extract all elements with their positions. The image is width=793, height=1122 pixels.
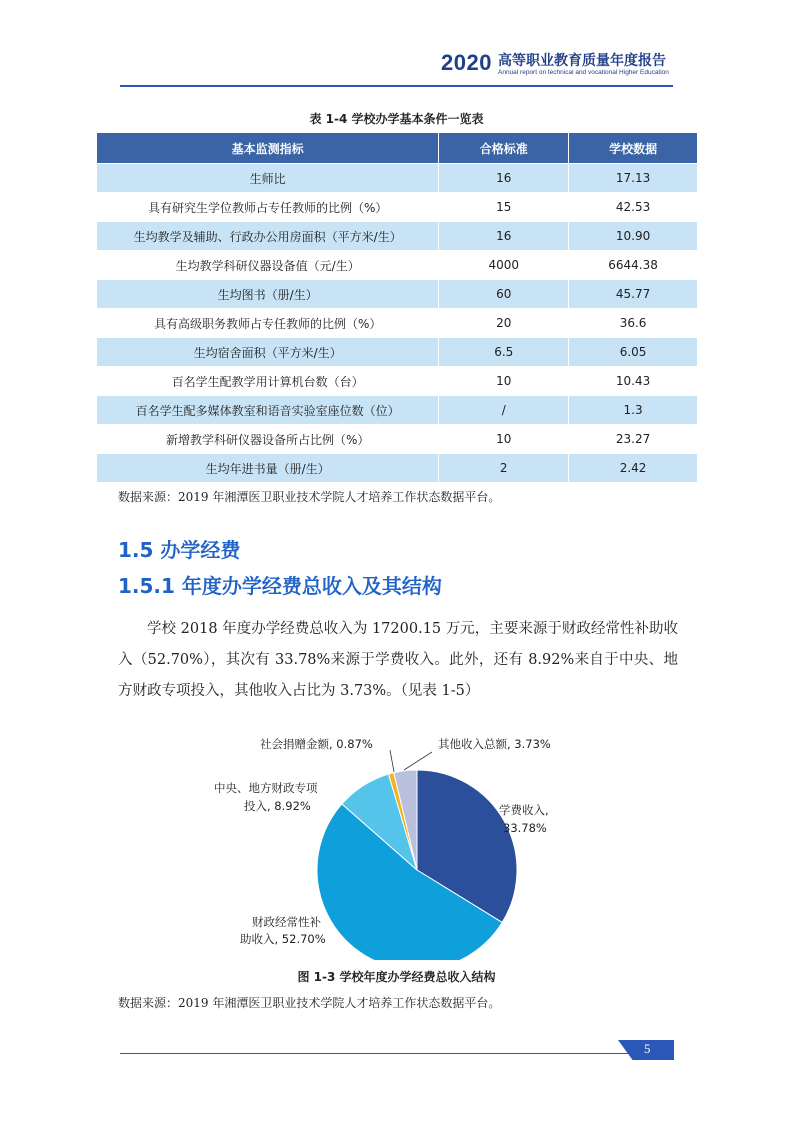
subsection-heading: 1.5.1 年度办学经费总收入及其结构	[118, 574, 442, 598]
standard-cell: 6.5	[439, 338, 569, 367]
column-header: 学校数据	[569, 133, 698, 164]
income-pie-chart	[200, 720, 600, 960]
standard-cell: 60	[439, 280, 569, 309]
standard-cell: 15	[439, 193, 569, 222]
indicator-cell: 新增教学科研仪器设备所占比例（%）	[97, 425, 439, 454]
indicator-cell: 百名学生配教学用计算机台数（台）	[97, 367, 439, 396]
figure-title: 图 1-3 学校年度办学经费总收入结构	[297, 970, 496, 984]
section-heading: 1.5 办学经费	[118, 538, 241, 562]
table-row	[97, 222, 698, 251]
label-tuition-line1: 学费收入,	[499, 803, 549, 817]
school-value-cell: 36.6	[569, 309, 698, 338]
table-row	[97, 454, 698, 483]
table-row	[97, 367, 698, 396]
table-row	[97, 193, 698, 222]
report-title: 高等职业教育质量年度报告	[498, 53, 666, 69]
indicator-cell: 生均教学科研仪器设备值（元/生）	[97, 251, 439, 280]
table-source-note: 数据来源：2019 年湘潭医卫职业技术学院人才培养工作状态数据平台。	[118, 490, 501, 504]
standard-cell: /	[439, 396, 569, 425]
standard-cell: 10	[439, 367, 569, 396]
table-row	[97, 280, 698, 309]
indicator-cell: 生均教学及辅助、行政办公用房面积（平方米/生）	[97, 222, 439, 251]
school-value-cell: 45.77	[569, 280, 698, 309]
table-header-row	[97, 133, 698, 164]
leader-donation	[390, 750, 394, 772]
school-value-cell: 2.42	[569, 454, 698, 483]
school-value-cell: 6644.38	[569, 251, 698, 280]
school-value-cell: 42.53	[569, 193, 698, 222]
column-header: 合格标准	[439, 133, 569, 164]
table-row	[97, 425, 698, 454]
table-row	[97, 338, 698, 367]
school-value-cell: 10.43	[569, 367, 698, 396]
standard-cell: 2	[439, 454, 569, 483]
indicator-cell: 生均年进书量（册/生）	[97, 454, 439, 483]
table-row	[97, 164, 698, 193]
table-row	[97, 251, 698, 280]
standard-cell: 16	[439, 222, 569, 251]
label-special-line2: 投入, 8.92%	[244, 799, 311, 813]
label-other: 其他收入总额, 3.73%	[438, 737, 551, 751]
school-value-cell: 17.13	[569, 164, 698, 193]
label-tuition-line2: 33.78%	[503, 821, 547, 835]
standard-cell: 20	[439, 309, 569, 338]
label-fiscal-line1: 财政经常性补	[252, 915, 321, 929]
standard-cell: 16	[439, 164, 569, 193]
school-value-cell: 23.27	[569, 425, 698, 454]
label-fiscal-line2: 助收入, 52.70%	[240, 932, 326, 946]
indicator-cell: 生师比	[97, 164, 439, 193]
conditions-table	[96, 132, 698, 483]
column-header: 基本监测指标	[97, 133, 439, 164]
header-divider	[120, 85, 673, 87]
report-year: 2020	[441, 50, 492, 75]
indicator-cell: 生均宿舍面积（平方米/生）	[97, 338, 439, 367]
school-value-cell: 6.05	[569, 338, 698, 367]
table-row	[97, 396, 698, 425]
school-value-cell: 10.90	[569, 222, 698, 251]
figure-source-note: 数据来源：2019 年湘潭医卫职业技术学院人才培养工作状态数据平台。	[118, 996, 501, 1010]
indicator-cell: 百名学生配多媒体教室和语音实验室座位数（位）	[97, 396, 439, 425]
footer-divider	[120, 1053, 640, 1054]
body-paragraph: 学校 2018 年度办学经费总收入为 17200.15 万元，主要来源于财政经常性补助收入（52.70%），其次有 33.78%来源于学费收入。此外，还有 8.92%来自于中央、地方财政专项投入，其他收入占比为 3.73%。（见表 1-5）	[118, 621, 678, 699]
label-special-line1: 中央、地方财政专项	[214, 781, 318, 795]
indicator-cell: 生均图书（册/生）	[97, 280, 439, 309]
page-number: 5	[644, 1041, 651, 1056]
indicator-cell: 具有高级职务教师占专任教师的比例（%）	[97, 309, 439, 338]
leader-other	[404, 752, 432, 770]
report-subtitle: Annual report on technical and vocational Higher Education	[498, 69, 669, 76]
label-donation: 社会捐赠金额, 0.87%	[260, 737, 373, 751]
indicator-cell: 具有研究生学位教师占专任教师的比例（%）	[97, 193, 439, 222]
standard-cell: 4000	[439, 251, 569, 280]
table-title: 表 1-4 学校办学基本条件一览表	[309, 112, 484, 126]
table-row	[97, 309, 698, 338]
standard-cell: 10	[439, 425, 569, 454]
school-value-cell: 1.3	[569, 396, 698, 425]
